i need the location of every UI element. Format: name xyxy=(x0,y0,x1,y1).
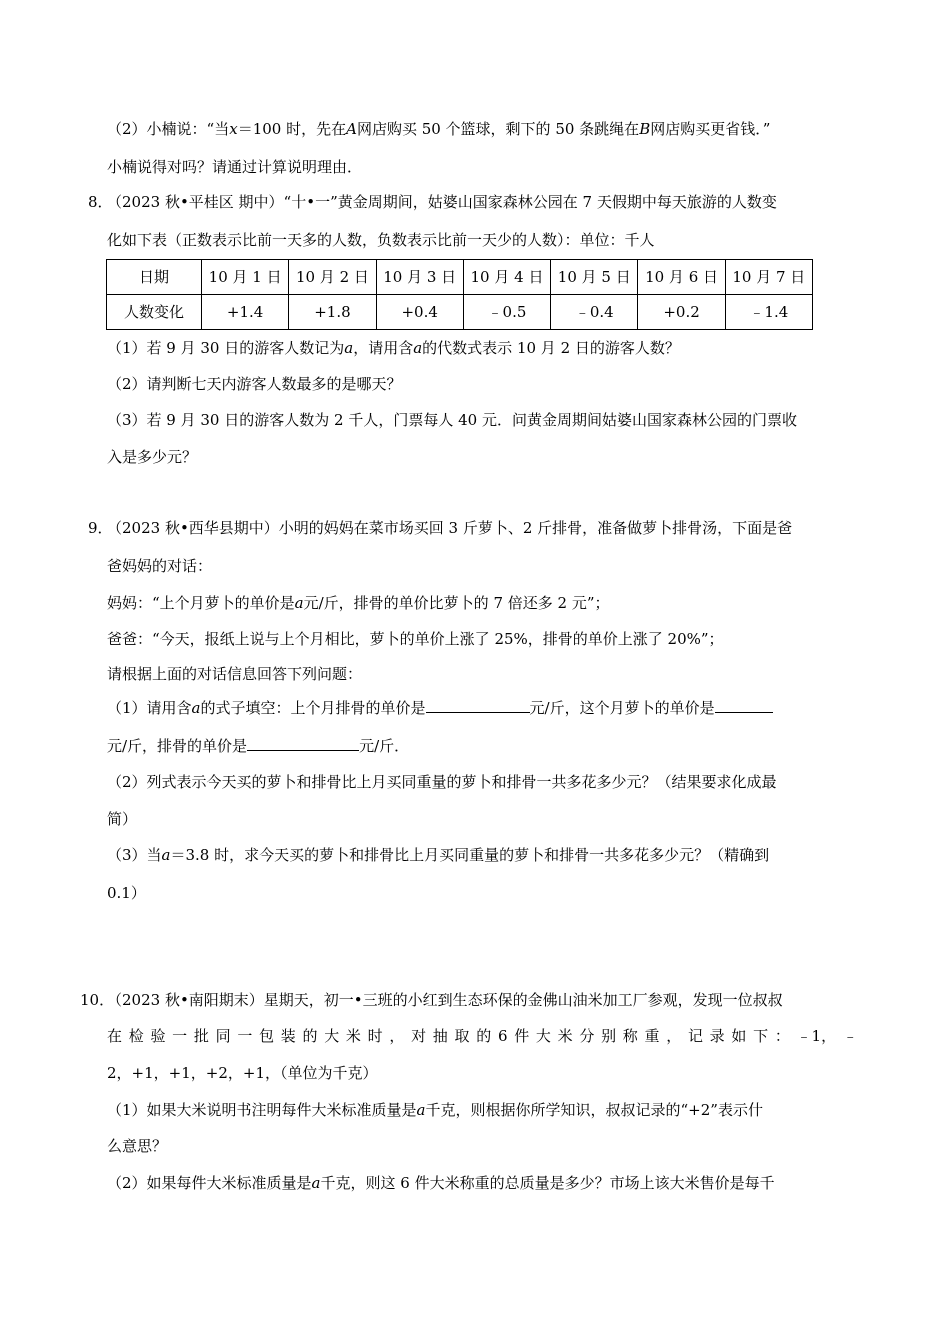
q10-line2-word: 取 xyxy=(454,1027,470,1045)
text: 网店购买更省钱．” xyxy=(650,120,771,138)
q9-sub3-line2: 0.1） xyxy=(107,884,146,902)
answer-blank[interactable] xyxy=(247,736,359,751)
table-cell: ﹣0.4 xyxy=(551,295,638,330)
var-a: a xyxy=(294,594,304,612)
q10-stem-line3: 2，+1，+1，+2，+1，（单位为千克） xyxy=(107,1064,378,1082)
q10-line2-word: 重 xyxy=(644,1027,660,1045)
table-cell: 10 月 6 日 xyxy=(638,260,725,295)
table-header-cell: 人数变化 xyxy=(107,295,202,330)
var-a: a xyxy=(344,339,354,357)
q10-line2-word: 米 xyxy=(557,1027,573,1045)
q10-line2-word: 录 xyxy=(709,1027,725,1045)
text: 元/斤． xyxy=(359,737,410,755)
prev-part2-line1 xyxy=(107,119,770,139)
q9-sub2-line2: 简） xyxy=(107,810,138,828)
table-row-changes xyxy=(107,295,813,330)
q10-line2-word: 一 xyxy=(237,1027,253,1045)
q8-sub3-line2: 入是多少元？ xyxy=(107,448,198,466)
text: 网店购买 50 个篮球，剩下的 50 条跳绳在 xyxy=(356,120,640,138)
q10-line2-word: 记 xyxy=(687,1027,703,1045)
table-cell: +1.8 xyxy=(289,295,376,330)
q10-line2-word: 的 xyxy=(476,1027,492,1045)
table-cell: 10 月 1 日 xyxy=(202,260,289,295)
text: 千克，则这 6 件大米称重的总质量是多少？市场上该大米售价是每千 xyxy=(320,1174,775,1192)
q9-sub1-line2 xyxy=(107,736,409,756)
q8-table xyxy=(106,259,813,330)
answer-blank[interactable] xyxy=(715,698,773,713)
q10-line2-word: 一 xyxy=(172,1027,188,1045)
text: ＝3.8 时，求今天买的萝卜和排骨比上月买同重量的萝卜和排骨一共多花多少元？（精确到 xyxy=(170,846,770,864)
q10-sub1-line2: 么意思？ xyxy=(107,1137,168,1155)
q10-line2-word: 同 xyxy=(215,1027,231,1045)
table-cell: 10 月 3 日 xyxy=(376,260,463,295)
q10-line2-word: 如 xyxy=(731,1027,747,1045)
var-a: a xyxy=(191,699,201,717)
q10-line2-word: 对 xyxy=(411,1027,427,1045)
q9-sub3-line1 xyxy=(107,845,769,865)
text: 元/斤，排骨的单价比萝卜的 7 倍还多 2 元”； xyxy=(303,594,610,612)
var-a-store: A xyxy=(346,120,357,138)
q10-line2-word: ： xyxy=(774,1027,790,1045)
q9-dad-dialog: 爸爸：“今天，报纸上说与上个月相比，萝卜的单价上涨了 25%，排骨的单价上涨了 20%”； xyxy=(107,630,724,648)
q10-line2-word: 下 xyxy=(753,1027,769,1045)
q10-line2-word: ， xyxy=(389,1027,405,1045)
q9-prompt: 请根据上面的对话信息回答下列问题： xyxy=(107,665,363,683)
q10-line2-word: 抽 xyxy=(432,1027,448,1045)
var-a: a xyxy=(161,846,171,864)
q10-line2-word: ﹣ xyxy=(842,1027,858,1045)
q10-number: 10． xyxy=(80,991,115,1009)
text: 元/斤，这个月萝卜的单价是 xyxy=(529,699,715,717)
text: （3）当 xyxy=(107,846,162,864)
q10-line2-word: ﹣1， xyxy=(796,1027,837,1045)
q9-stem-line2: 爸妈妈的对话： xyxy=(107,557,213,575)
text: 元/斤，排骨的单价是 xyxy=(107,737,248,755)
q10-line2-word: 验 xyxy=(150,1027,166,1045)
table-cell: +0.2 xyxy=(638,295,725,330)
var-x: x xyxy=(229,120,238,138)
q8-sub1 xyxy=(107,338,680,358)
answer-blank[interactable] xyxy=(426,698,530,713)
q10-line2-word: 别 xyxy=(601,1027,617,1045)
q10-sub1-line1 xyxy=(107,1100,763,1120)
text: ＝100 时，先在 xyxy=(237,120,347,138)
var-a: a xyxy=(413,339,423,357)
text: 千克，则根据你所学知识，叔叔记录的“+2”表示什 xyxy=(425,1101,763,1119)
q10-line2-word: 称 xyxy=(622,1027,638,1045)
table-cell: ﹣1.4 xyxy=(725,295,812,330)
q8-sub3-line1: （3）若 9 月 30 日的游客人数为 2 千人，门票每人 40 元．问黄金周期间姑婆山国家森林公园的门票收 xyxy=(107,411,797,429)
text: （2）小楠说：“当 xyxy=(107,120,230,138)
q10-line2-word: 大 xyxy=(535,1027,551,1045)
table-cell: +0.4 xyxy=(376,295,463,330)
q8-sub2: （2）请判断七天内游客人数最多的是哪天？ xyxy=(107,375,402,393)
q8-number: 8． xyxy=(88,193,113,211)
table-header-cell: 日期 xyxy=(107,260,202,295)
q8-stem-line2: 化如下表（正数表示比前一天多的人数，负数表示比前一天少的人数）：单位：千人 xyxy=(107,231,655,249)
q9-sub2-line1: （2）列式表示今天买的萝卜和排骨比上月买同重量的萝卜和排骨一共多花多少元？（结果要求化成最 xyxy=(107,773,777,791)
q9-sub1-line1 xyxy=(107,698,773,718)
var-a: a xyxy=(311,1174,321,1192)
text: （1）请用含 xyxy=(107,699,192,717)
q9-stem-line1: （2023 秋•西华县期中）小明的妈妈在菜市场买回 3 斤萝卜、2 斤排骨，准备做萝卜排骨汤，下面是爸 xyxy=(107,519,793,537)
text: 的式子填空：上个月排骨的单价是 xyxy=(200,699,426,717)
q10-line2-word: 大 xyxy=(324,1027,340,1045)
var-b-store: B xyxy=(639,120,651,138)
text: （2）如果每件大米标准质量是 xyxy=(107,1174,312,1192)
q10-line2-word: 的 xyxy=(302,1027,318,1045)
q10-line2-word: 装 xyxy=(280,1027,296,1045)
table-cell: 10 月 7 日 xyxy=(725,260,812,295)
text: （1）若 9 月 30 日的游客人数记为 xyxy=(107,339,345,357)
q10-stem-line1: （2023 秋•南阳期末）星期天，初一•三班的小红到生态环保的金佛山油米加工厂参观，发现一位叔叔 xyxy=(107,991,783,1009)
q10-line2-word: 件 xyxy=(514,1027,530,1045)
q10-line2-word: 米 xyxy=(345,1027,361,1045)
text: 妈妈：“上个月萝卜的单价是 xyxy=(107,594,295,612)
text: 的代数式表示 10 月 2 日的游客人数？ xyxy=(422,339,680,357)
q10-line2-word: 6 xyxy=(497,1027,508,1045)
q10-line2-word: ， xyxy=(666,1027,682,1045)
q10-line2-word: 时 xyxy=(367,1027,383,1045)
table-cell: 10 月 5 日 xyxy=(551,260,638,295)
table-cell: +1.4 xyxy=(202,295,289,330)
table-cell: 10 月 4 日 xyxy=(463,260,550,295)
q10-stem-line2 xyxy=(107,1026,858,1046)
q10-line2-word: 批 xyxy=(193,1027,209,1045)
q9-mom-dialog xyxy=(107,593,610,613)
q10-line2-word: 在 xyxy=(107,1027,123,1045)
table-row-dates xyxy=(107,260,813,295)
var-a: a xyxy=(416,1101,426,1119)
table-cell: 10 月 2 日 xyxy=(289,260,376,295)
q9-number: 9． xyxy=(88,519,113,537)
q10-sub2-line1 xyxy=(107,1173,775,1193)
q10-line2-word: 检 xyxy=(128,1027,144,1045)
text: ，请用含 xyxy=(353,339,414,357)
q10-line2-word: 分 xyxy=(579,1027,595,1045)
prev-part2-line2: 小楠说得对吗？请通过计算说明理由． xyxy=(107,158,363,176)
q10-line2-word: 包 xyxy=(259,1027,275,1045)
text: （1）如果大米说明书注明每件大米标准质量是 xyxy=(107,1101,417,1119)
table-cell: ﹣0.5 xyxy=(463,295,550,330)
q8-stem-line1: （2023 秋•平桂区 期中）“十•一”黄金周期间，姑婆山国家森林公园在 7 天假期中每天旅游的人数变 xyxy=(107,193,777,211)
